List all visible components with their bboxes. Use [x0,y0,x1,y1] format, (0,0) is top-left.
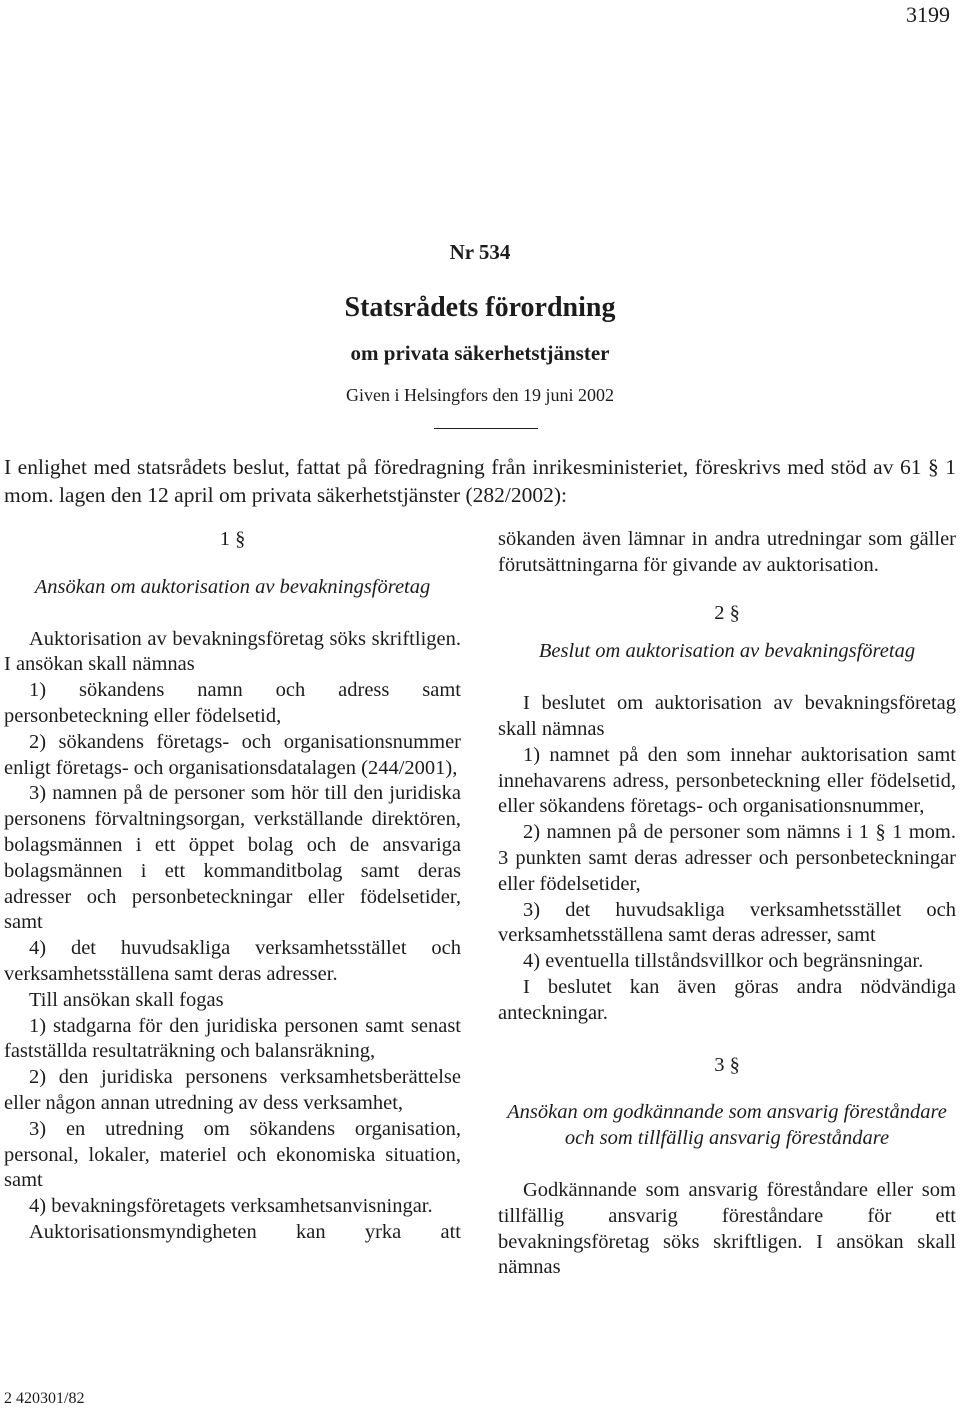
section-3-paragraph: Godkännande som ansvarig föreståndare eller som tillfällig ansvarig föreståndare för ett bevakningsföretag söks skriftligen. I ansökan skall nämnas [498,1178,956,1279]
section-2-paragraph: I beslutet om auktorisation av bevakningsföretag skall nämnas [498,692,956,740]
section-1-paragraph: 4) det huvudsakliga verksamhetsstället och verksamhetsställena samt deras adresser. [4,937,461,985]
section-1-paragraph: 2) sökandens företags- och organisationsnummer enligt företags- och organisationsdatalagen (244/2001), [4,730,461,779]
section-1-paragraph: 4) bevakningsföretagets verksamhetsanvisningar. [29,1195,433,1218]
section-2-number: 2 § [714,601,740,624]
preamble: I enlighet med statsrådets beslut, fattat på föredragning från inrikesministeriet, föreskrivs med stöd av 61 § 1 mom. lagen den 12 april om privata säkerhetstjänster (282/2002): [4,455,956,507]
section-2-paragraph: 4) eventuella tillståndsvillkor och begränsningar. [523,950,924,973]
given-date-line: Given i Helsingfors den 19 juni 2002 [346,385,614,405]
print-code: 2 420301/82 [4,1390,85,1407]
title-divider [434,428,538,429]
document-title: Statsrådets förordning [344,292,616,323]
section-2-paragraph: 2) namnen på de personer som nämns i 1 § 1 mom. 3 punkten samt deras adresser och personbeteckningar eller födelsetider, [498,821,956,895]
left-column [4,527,461,1246]
section-2-paragraph: 1) namnet på den som innehar auktorisation samt innehavarens adress, personbeteckning eller födelsetid, eller sökandens företags- och organisationsnummer, [498,743,956,818]
section-1-paragraph: 1) stadgarna för den juridiska personen samt senast fastställda resultaträkning och balansräkning, [4,1014,461,1063]
section-1-paragraph: 2) den juridiska personens verksamhetsberättelse eller någon annan utredning av dess verksamhet, [4,1066,461,1114]
section-2-heading: Beslut om auktorisation av bevakningsföretag [538,640,916,663]
section-1-paragraph-continuation: sökanden även lämnar in andra utredningar som gäller förutsättningarna för givande av auktorisation. [498,528,956,576]
section-1-paragraph: Till ansökan skall fogas [29,988,224,1011]
section-2-paragraph: 3) det huvudsakliga verksamhetsstället och verksamhetsställena samt deras adresser, samt [498,898,956,947]
section-1-paragraph: 3) en utredning om sökandens organisation, personal, lokaler, materiel och ekonomiska situation, samt [4,1117,461,1192]
section-3-number: 3 § [714,1053,740,1076]
section-1-paragraph: 1) sökandens namn och adress samt personbeteckning eller födelsetid, [4,679,461,727]
section-1-number: 1 § [219,528,246,550]
page-number: 3199 [906,2,950,27]
section-1-paragraph: 3) namnen på de personer som hör till den juridiska personens förvaltningsorgan, verkställande direktören, bolagsmännen i ett öppet bolag och de ansvariga bolagsmännen i ett kommanditbolag samt deras adresser och personbeteckningar eller födelsetider, samt [4,782,461,934]
section-1-paragraph-continued: Auktorisationsmyndigheten kan yrka att [29,1220,461,1243]
right-column [498,527,956,1281]
section-2-paragraph: I beslutet kan även göras andra nödvändiga anteckningar. [498,975,956,1024]
document-subtitle: om privata säkerhetstjänster [350,341,610,365]
section-1-paragraph: Auktorisation av bevakningsföretag söks skriftligen. I ansökan skall nämnas [4,627,461,676]
document-number: Nr 534 [449,240,511,264]
section-3-heading: Ansökan om godkännande som ansvarig föreståndare och som tillfällig ansvarig föreståndare [507,1101,947,1150]
section-1-heading: Ansökan om auktorisation av bevakningsföretag [34,575,431,598]
